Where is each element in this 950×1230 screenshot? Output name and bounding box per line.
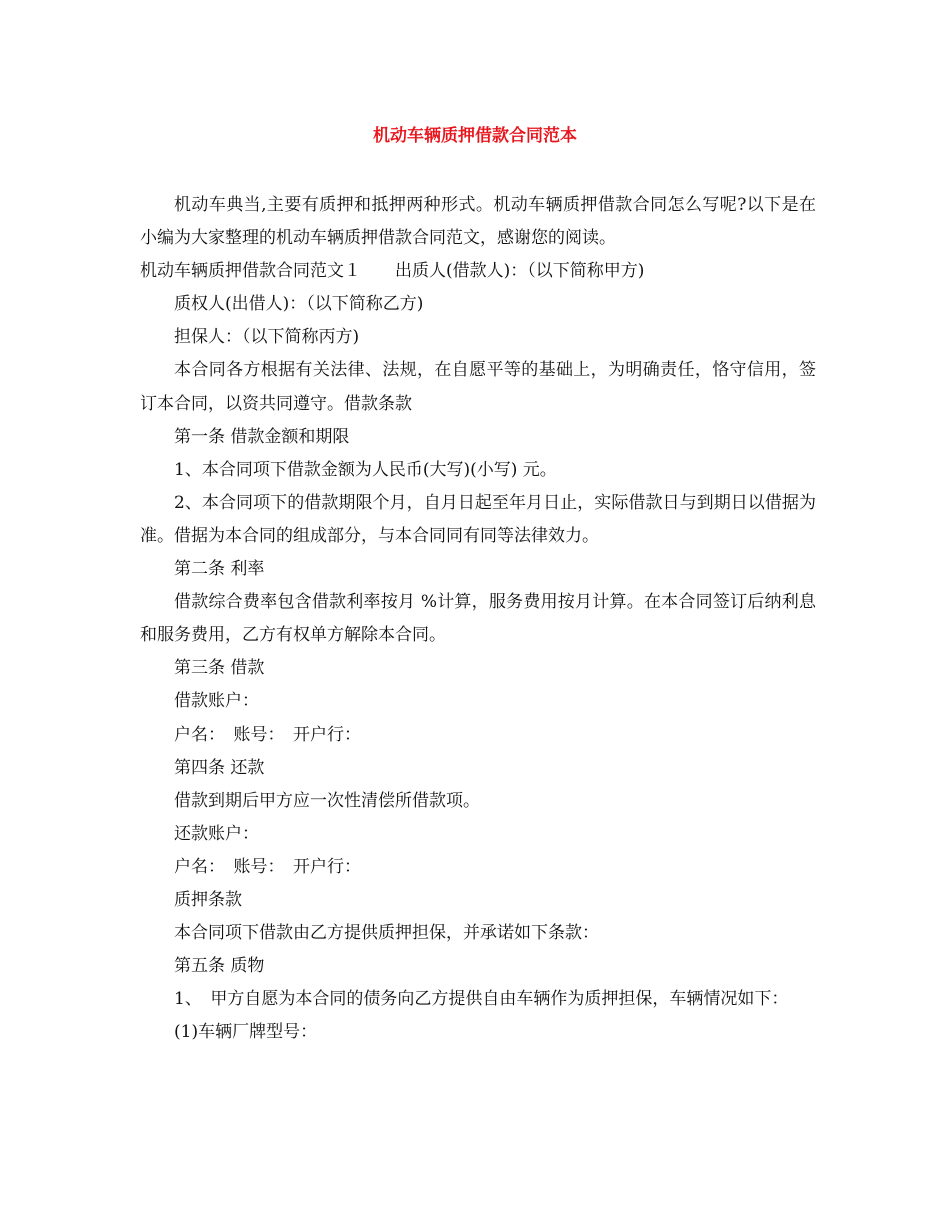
article-3-heading: 第三条 借款: [174, 658, 265, 679]
article-2-heading: 第二条 利率: [174, 559, 265, 580]
pledgee-line: 质权人(出借人)：（以下简称乙方): [174, 294, 424, 315]
preamble-paragraph: 本合同各方根据有关法律、法规，在自愿平等的基础上，为明确责任，恪守信用，签订本合同，以资共同遵守。借款条款: [140, 360, 816, 414]
guarantor-line: 担保人：（以下简称丙方): [174, 327, 360, 348]
repayment-paragraph: 借款到期后甲方应一次性清偿所借款项。: [174, 790, 480, 811]
article-4-heading: 第四条 还款: [174, 757, 265, 778]
article-1-clause-2: 2、本合同项下的借款期限个月，自月日起至年月日止，实际借款日与到期日以借据为准。借据为本合同的组成部分，与本合同同有同等法律效力。: [140, 492, 816, 546]
article-5-clause-1: 1、 甲方自愿为本合同的债务向乙方提供自由车辆作为质押担保，车辆情况如下：: [174, 989, 789, 1010]
document-title: 机动车辆质押借款合同范本: [373, 126, 577, 146]
pledge-terms-intro: 本合同项下借款由乙方提供质押担保，并承诺如下条款：: [174, 923, 599, 944]
article-5-heading: 第五条 质物: [174, 956, 265, 977]
article-1-clause-1: 1、本合同项下借款金额为人民币(大写)(小写) 元。: [174, 459, 557, 480]
article-2-paragraph: 借款综合费率包含借款利率按月 %计算，服务费用按月计算。在本合同签订后纳利息和服务费用，乙方有权单方解除本合同。: [140, 592, 816, 646]
document-body: [140, 189, 816, 1049]
vehicle-model-line: (1)车辆厂牌型号：: [174, 1022, 318, 1043]
intro-paragraph: 机动车典当,主要有质押和抵押两种形式。机动车辆质押借款合同怎么写呢?以下是在小编为大家整理的机动车辆质押借款合同范文，感谢您的阅读。: [140, 195, 816, 249]
pledge-terms-heading: 质押条款: [174, 889, 242, 910]
loan-account-fields: 户名： 账号： 开户行：: [174, 724, 361, 745]
loan-account-label: 借款账户：: [174, 691, 259, 712]
repayment-account-label: 还款账户：: [174, 823, 259, 844]
contract-heading-line: 机动车辆质押借款合同范文１ 出质人(借款人)：（以下简称甲方): [140, 261, 645, 282]
repayment-account-fields: 户名： 账号： 开户行：: [174, 856, 361, 877]
article-1-heading: 第一条 借款金额和期限: [174, 426, 350, 447]
